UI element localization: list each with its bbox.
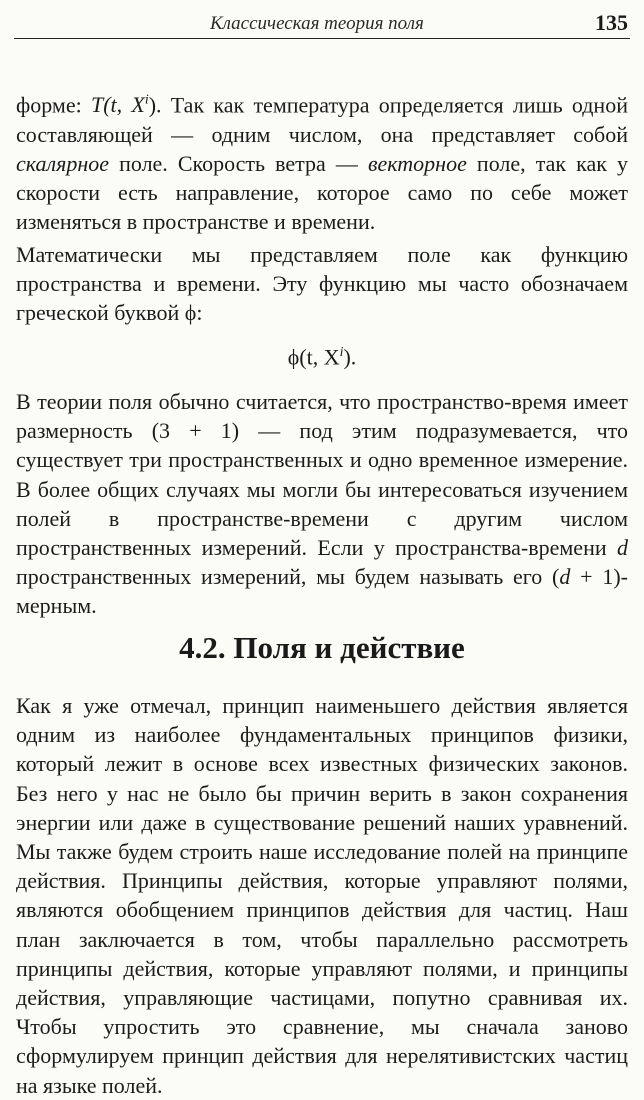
emphasis-d: d: [559, 564, 571, 590]
paragraph-field-examples: [16, 86, 628, 236]
paragraph-text: + 1)-мерным.: [16, 564, 629, 619]
emphasis-d: d: [617, 535, 628, 561]
formula-main: ϕ(t, X: [287, 344, 340, 370]
paragraph-text: . Так как температура определяется лишь одной составляющей — одним числом, она представляет собой: [16, 92, 628, 147]
paragraph-text: поле, так как у скорости есть направление, которое само по себе может изменяться в пространстве и времени.: [16, 150, 629, 235]
running-title: Классическая теория поля: [210, 13, 424, 34]
paragraph-text: пространственных измерений, мы будем называть его (: [16, 564, 560, 590]
paragraph-text: форме:: [16, 92, 91, 118]
emphasis-vector: векторное: [367, 150, 467, 176]
math-closing: ): [148, 92, 157, 118]
page-header: [14, 4, 630, 39]
paragraph-action-principle: Как я уже отмечал, принцип наименьшего действия является одним из наиболее фундаментальных принципов физики, который лежит в основе всех известных физических законов. Без него у нас не было бы причин верить в закон сохранения энергии или даже в существование решений наших уравнений. Мы также будем строить наше исследование полей на принципе действия. Принципы действия, которые управляют полями, являются обобщением принципов действия для частиц. Наш план заключается в том, чтобы параллельно рассмотреть принципы действия, которые управляют полями, и принципы действия, управляющие частицами, попутно сравнивая их. Чтобы упростить это сравнение, мы сначала заново сформулируем принцип действия для нерелятивистских частиц на языке полей.: [16, 693, 628, 1098]
page-number: 135: [595, 10, 628, 35]
inline-math-temperature: T(t, $X^i$: [90, 92, 149, 118]
formula-superscript: i: [339, 345, 344, 360]
paragraph-field-definition: Математически мы представляем поле как функцию пространства и времени. Эту функцию мы часто обозначаем греческой буквой ϕ:: [16, 242, 628, 326]
display-formula: [0, 338, 644, 371]
paragraph-text: В теории поля обычно считается, что пространство-время имеет размерность (3 + 1) — под этим подразумевается, что существует три пространственных и одно временное измерение. В более общих случаях мы могли бы интересоваться изучением полей в пространстве-времени с другим числом пространственных измерений. Если у пространства-времени: [16, 389, 628, 561]
section-heading: 4.2. Поля и действие: [179, 630, 465, 665]
paragraph-text: поле. Скорость ветра —: [109, 150, 368, 176]
formula-end: ).: [343, 344, 357, 370]
math-superscript: i: [144, 93, 149, 108]
emphasis-scalar: скалярное: [16, 150, 110, 176]
paragraph-spacetime-dimensions: [16, 387, 628, 621]
